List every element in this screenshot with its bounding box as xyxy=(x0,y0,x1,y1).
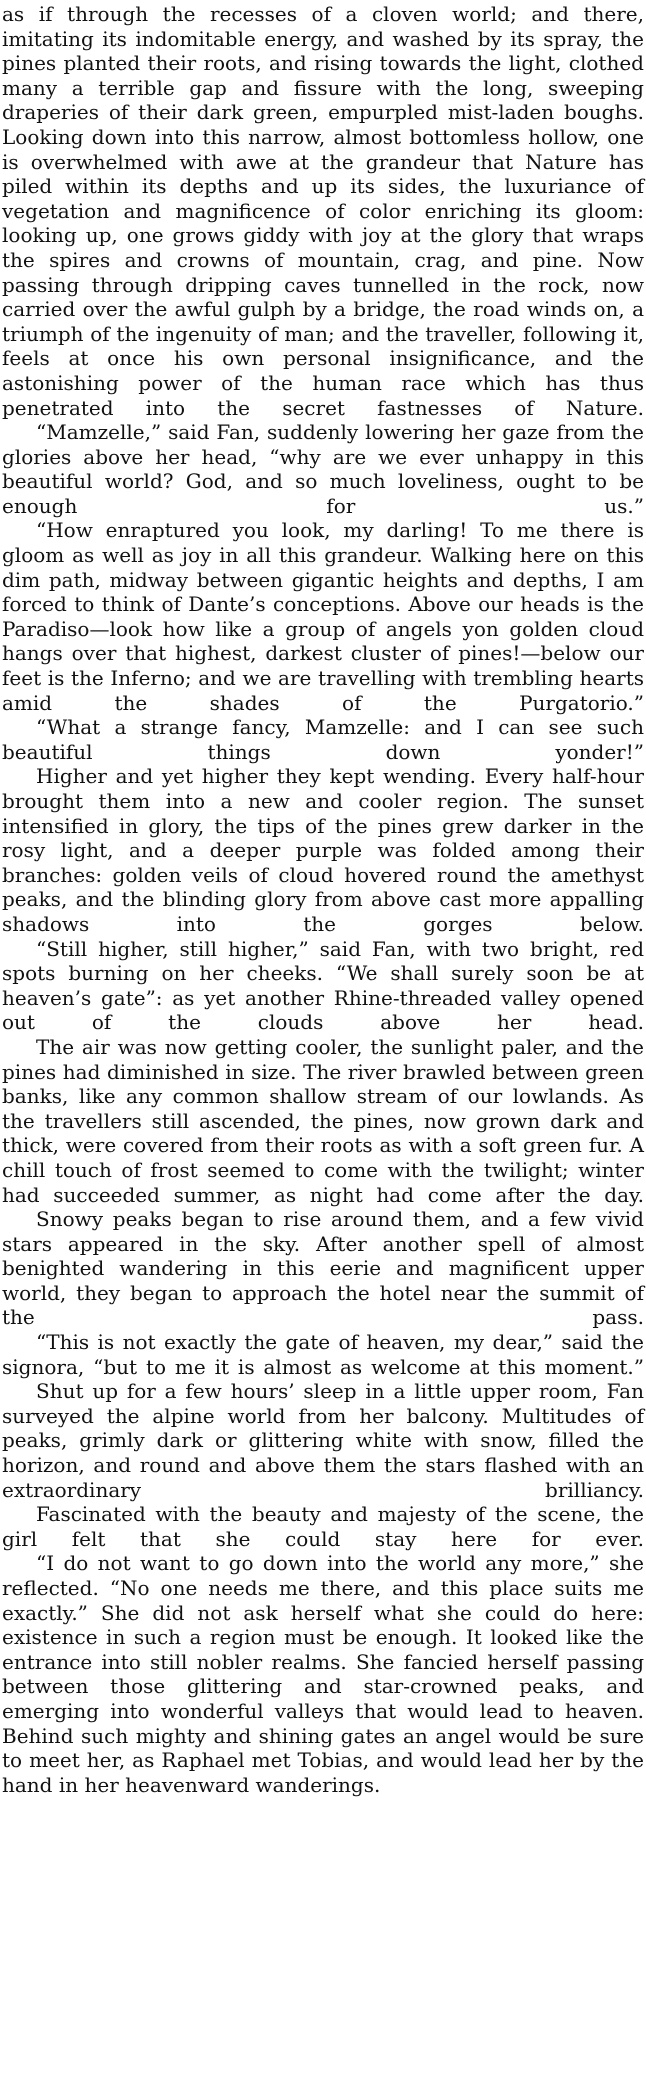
paragraph-7: The air was now getting cooler, the sunlight paler, and the pines had diminished in size. The river brawled between green banks, like any common shallow stream of our lowlands. As the travellers still ascended, the pines, now grown dark and thick, were covered from their roots as with a soft green fur. A chill touch of frost seemed to come with the twilight; winter had succeeded summer, as night had come after the day. xyxy=(2,1034,644,1207)
paragraph-9: “This is not exactly the gate of heaven, my dear,” said the signora, “but to me it is almost as welcome at this moment.” xyxy=(2,1330,644,1379)
paragraph-10: Shut up for a few hours’ sleep in a little upper room, Fan surveyed the alpine world from her balcony. Multitudes of peaks, grimly dark or glittering white with snow, filled the horizon, and round and above them the stars flashed with an extraordinary brilliancy. xyxy=(2,1379,644,1502)
paragraph-11: Fascinated with the beauty and majesty of the scene, the girl felt that she could stay here for ever. xyxy=(2,1502,644,1551)
paragraph-4: “What a strange fancy, Mamzelle: and I can see such beautiful things down yonder!” xyxy=(2,715,644,764)
paragraph-1: as if through the recesses of a cloven world; and there, imitating its indomitable energy, and washed by its spray, the pines planted their roots, and rising towards the light, clothed many a terrible gap and fissure with the long, sweeping draperies of their dark green, empurpled mist-laden boughs. Looking down into this narrow, almost bottomless hollow, one is overwhelmed with awe at the grandeur that Nature has piled within its depths and up its sides, the luxuriance of vegetation and magnificence of color enriching its gloom: looking up, one grows giddy with joy at the glory that wraps the spires and crowns of mountain, crag, and pine. Now passing through dripping caves tunnelled in the rock, now carried over the awful gulph by a bridge, the road winds on, a triumph of the ingenuity of man; and the traveller, following it, feels at once his own personal insignificance, and the astonishing power of the human race which has thus penetrated into the secret fastnesses of Nature. xyxy=(2,2,644,420)
paragraph-5: Higher and yet higher they kept wending. Every half-hour brought them into a new and cooler region. The sunset intensified in glory, the tips of the pines grew darker in the rosy light, and a deeper purple was folded among their branches: golden veils of cloud hovered round the amethyst peaks, and the blinding glory from above cast more appalling shadows into the gorges below. xyxy=(2,764,644,936)
paragraph-12: “I do not want to go down into the world any more,” she reflected. “No one needs me there, and this place suits me exactly.” She did not ask herself what she could do here: existence in such a region must be enough. It looked like the entrance into still nobler realms. She fancied herself passing between those glittering and star-crowned peaks, and emerging into wonderful valleys that would lead to heaven. Behind such mighty and shining gates an angel would be sure to meet her, as Raphael met Tobias, and would lead her by the hand in her heavenward wanderings. xyxy=(2,1551,644,1797)
paragraph-8: Snowy peaks began to rise around them, and a few vivid stars appeared in the sky. After another spell of almost benighted wandering in this eerie and magnificent upper world, they began to approach the hotel near the summit of the pass. xyxy=(2,1207,644,1330)
paragraph-3: “How enraptured you look, my darling! To me there is gloom as well as joy in all this grandeur. Walking here on this dim path, midway between gigantic heights and depths, I am forced to think of Dante’s conceptions. Above our heads is the Paradiso—look how like a group of angels yon golden cloud hangs over that highest, darkest cluster of pines!—below our feet is the Inferno; and we are travelling with trembling hearts amid the shades of the Purgatorio.” xyxy=(2,518,644,715)
paragraph-6: “Still higher, still higher,” said Fan, with two bright, red spots burning on her cheeks. “We shall surely soon be at heaven’s gate”: as yet another Rhine-threaded valley opened out of the clouds above her head. xyxy=(2,936,644,1035)
paragraph-2: “Mamzelle,” said Fan, suddenly lowering her gaze from the glories above her head, “why are we ever unhappy in this beautiful world? God, and so much loveliness, ought to be enough for us.” xyxy=(2,420,644,518)
article-body xyxy=(2,2,644,1797)
